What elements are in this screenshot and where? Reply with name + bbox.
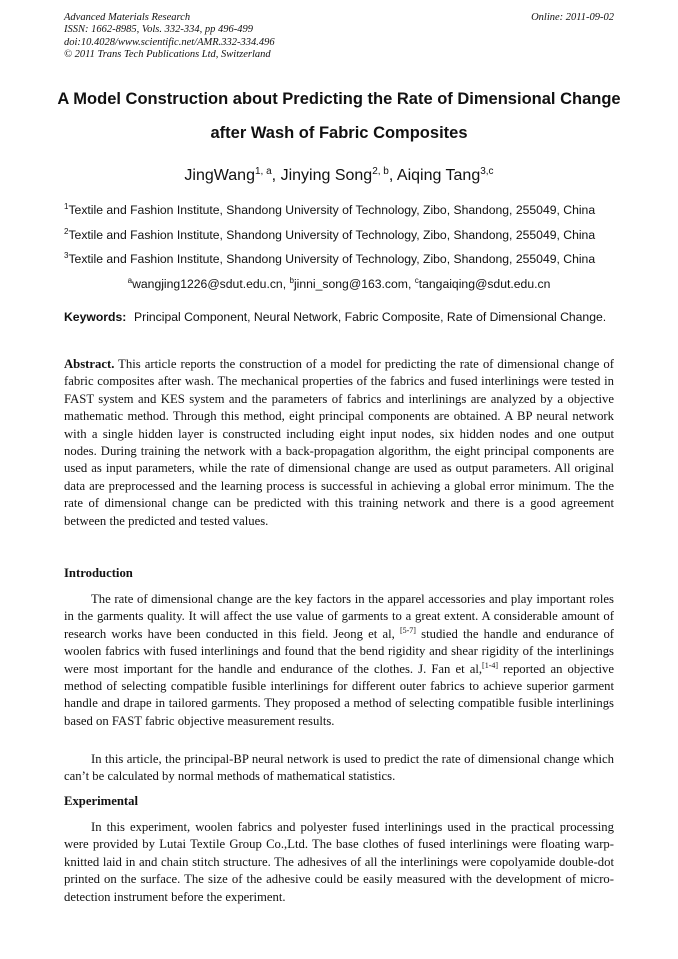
- doi-line: doi:10.4028/www.scientific.net/AMR.332-334.496: [64, 36, 275, 48]
- author-superscript: 1, a: [254, 166, 272, 177]
- author-name: Aiqing Tang: [396, 167, 481, 184]
- email-address: tangaiqing@sdut.edu.cn: [418, 277, 551, 291]
- email-address: wangjing1226@sdut.edu.cn,: [132, 277, 290, 291]
- citation: [5-7]: [399, 625, 416, 635]
- email-marker: a: [127, 276, 133, 285]
- email-marker: c: [414, 276, 419, 285]
- citation: [1-4]: [482, 660, 499, 670]
- author-superscript: 2, b: [372, 166, 389, 177]
- introduction-paragraph-1: [64, 591, 614, 730]
- paper-title-line-1: A Model Construction about Predicting the Rate of Dimensional Change: [57, 90, 621, 108]
- copyright-line: © 2011 Trans Tech Publications Ltd, Switzerland: [64, 49, 271, 61]
- affiliation-number: 2: [64, 227, 69, 236]
- paragraph-text: reported an objective method of selecting compatible fusible interlinings for different outer fabrics to achieve superior garment handle and drape in tailored garments. They proposed a method of selecting compatible fusible interlinings based on FAST fabric objective measurement results.: [64, 661, 614, 728]
- affiliation-text: Textile and Fashion Institute, Shandong University of Technology, Zibo, Shandong, 255049, China: [68, 228, 596, 242]
- affiliation: [64, 203, 624, 217]
- keywords-label: Keywords:: [64, 310, 127, 324]
- affiliation: [64, 252, 624, 266]
- email-address: jinni_song@163.com,: [293, 277, 415, 291]
- author-superscript: 3,c: [480, 166, 494, 177]
- paragraph-text: The rate of dimensional change are the key factors in the apparel accessories and play important roles in the garments quality. It will affect the use value of garments to a great extent. A considerable amount of research works have been conducted in this field. Jeong et al,: [64, 592, 614, 641]
- journal-header: [64, 12, 275, 62]
- affiliation-number: 1: [64, 202, 69, 211]
- affiliation: [64, 228, 624, 242]
- paragraph-text: studied the handle and endurance of woolen fabrics with fused interlinings and found that the bend rigidity and shear rigidity of the interlinings were most important for the handle and endurance of the clothes. J. Fan et al,: [64, 626, 615, 676]
- keywords-block: [64, 309, 614, 326]
- introduction-paragraph-2: In this article, the principal-BP neural network is used to predict the rate of dimensional change which can’t be calculated by normal methods of mathematical statistics.: [64, 752, 614, 784]
- email-marker: b: [289, 276, 294, 285]
- paper-title-line-2: after Wash of Fabric Composites: [210, 124, 468, 142]
- issn-line: ISSN: 1662-8985, Vols. 332-334, pp 496-499: [64, 24, 253, 36]
- journal-name: Advanced Materials Research: [64, 12, 191, 23]
- author-name: Jinying Song: [280, 167, 373, 184]
- keywords-text: Principal Component, Neural Network, Fabric Composite, Rate of Dimensional Change.: [134, 310, 607, 324]
- abstract-text: This article reports the construction of a model for predicting the rate of dimensional change of fabric composites after wash. The mechanical properties of the fabrics and fused interlinings were tested in FAST system and KES system and the parameters of fabrics and interlinings are analyzed by a objective mathematic method. Through this method, eight principal components are obtained. A BP neural network with a single hidden layer is constructed including eight input nodes, six hidden nodes and one output nodes. During training the network with a back-propagation algorithm, the eight principal components are used as input parameters, while the rate of dimensional change are used as output parameters. All original data are preprocessed and the learning process is successful in achieving a global error minimum. The the rate of dimensional change can be predicted with this training network and there is a good agreement between the predicted and tested values.: [64, 357, 614, 528]
- online-date: Online: 2011-09-02: [531, 12, 614, 23]
- affiliation-text: Textile and Fashion Institute, Shandong University of Technology, Zibo, Shandong, 255049, China: [68, 203, 596, 217]
- author-list: [40, 167, 638, 185]
- author-separator: ,: [388, 167, 397, 184]
- abstract-paragraph: [64, 356, 614, 530]
- section-heading-introduction: Introduction: [64, 566, 133, 580]
- author-name: JingWang: [184, 167, 255, 184]
- experimental-paragraph-1: In this experiment, woolen fabrics and polyester fused interlinings used in the practical processing were provided by Lutai Textile Group Co.,Ltd. The base clothes of fused interlinings were floating warp-knitted laid in and chain stitch structure. The adhesives of all the interlinings were copolyamide double-dot printed on the surface. The size of the adhesive could be easily measured with the development of micro-detection instrument before the experiment.: [64, 820, 614, 904]
- affiliation-text: Textile and Fashion Institute, Shandong University of Technology, Zibo, Shandong, 255049, China: [68, 252, 596, 266]
- email-list: [64, 277, 614, 291]
- abstract-label: Abstract.: [64, 357, 115, 371]
- author-separator: ,: [271, 167, 281, 184]
- section-heading-experimental: Experimental: [64, 794, 139, 808]
- affiliation-number: 3: [64, 251, 69, 260]
